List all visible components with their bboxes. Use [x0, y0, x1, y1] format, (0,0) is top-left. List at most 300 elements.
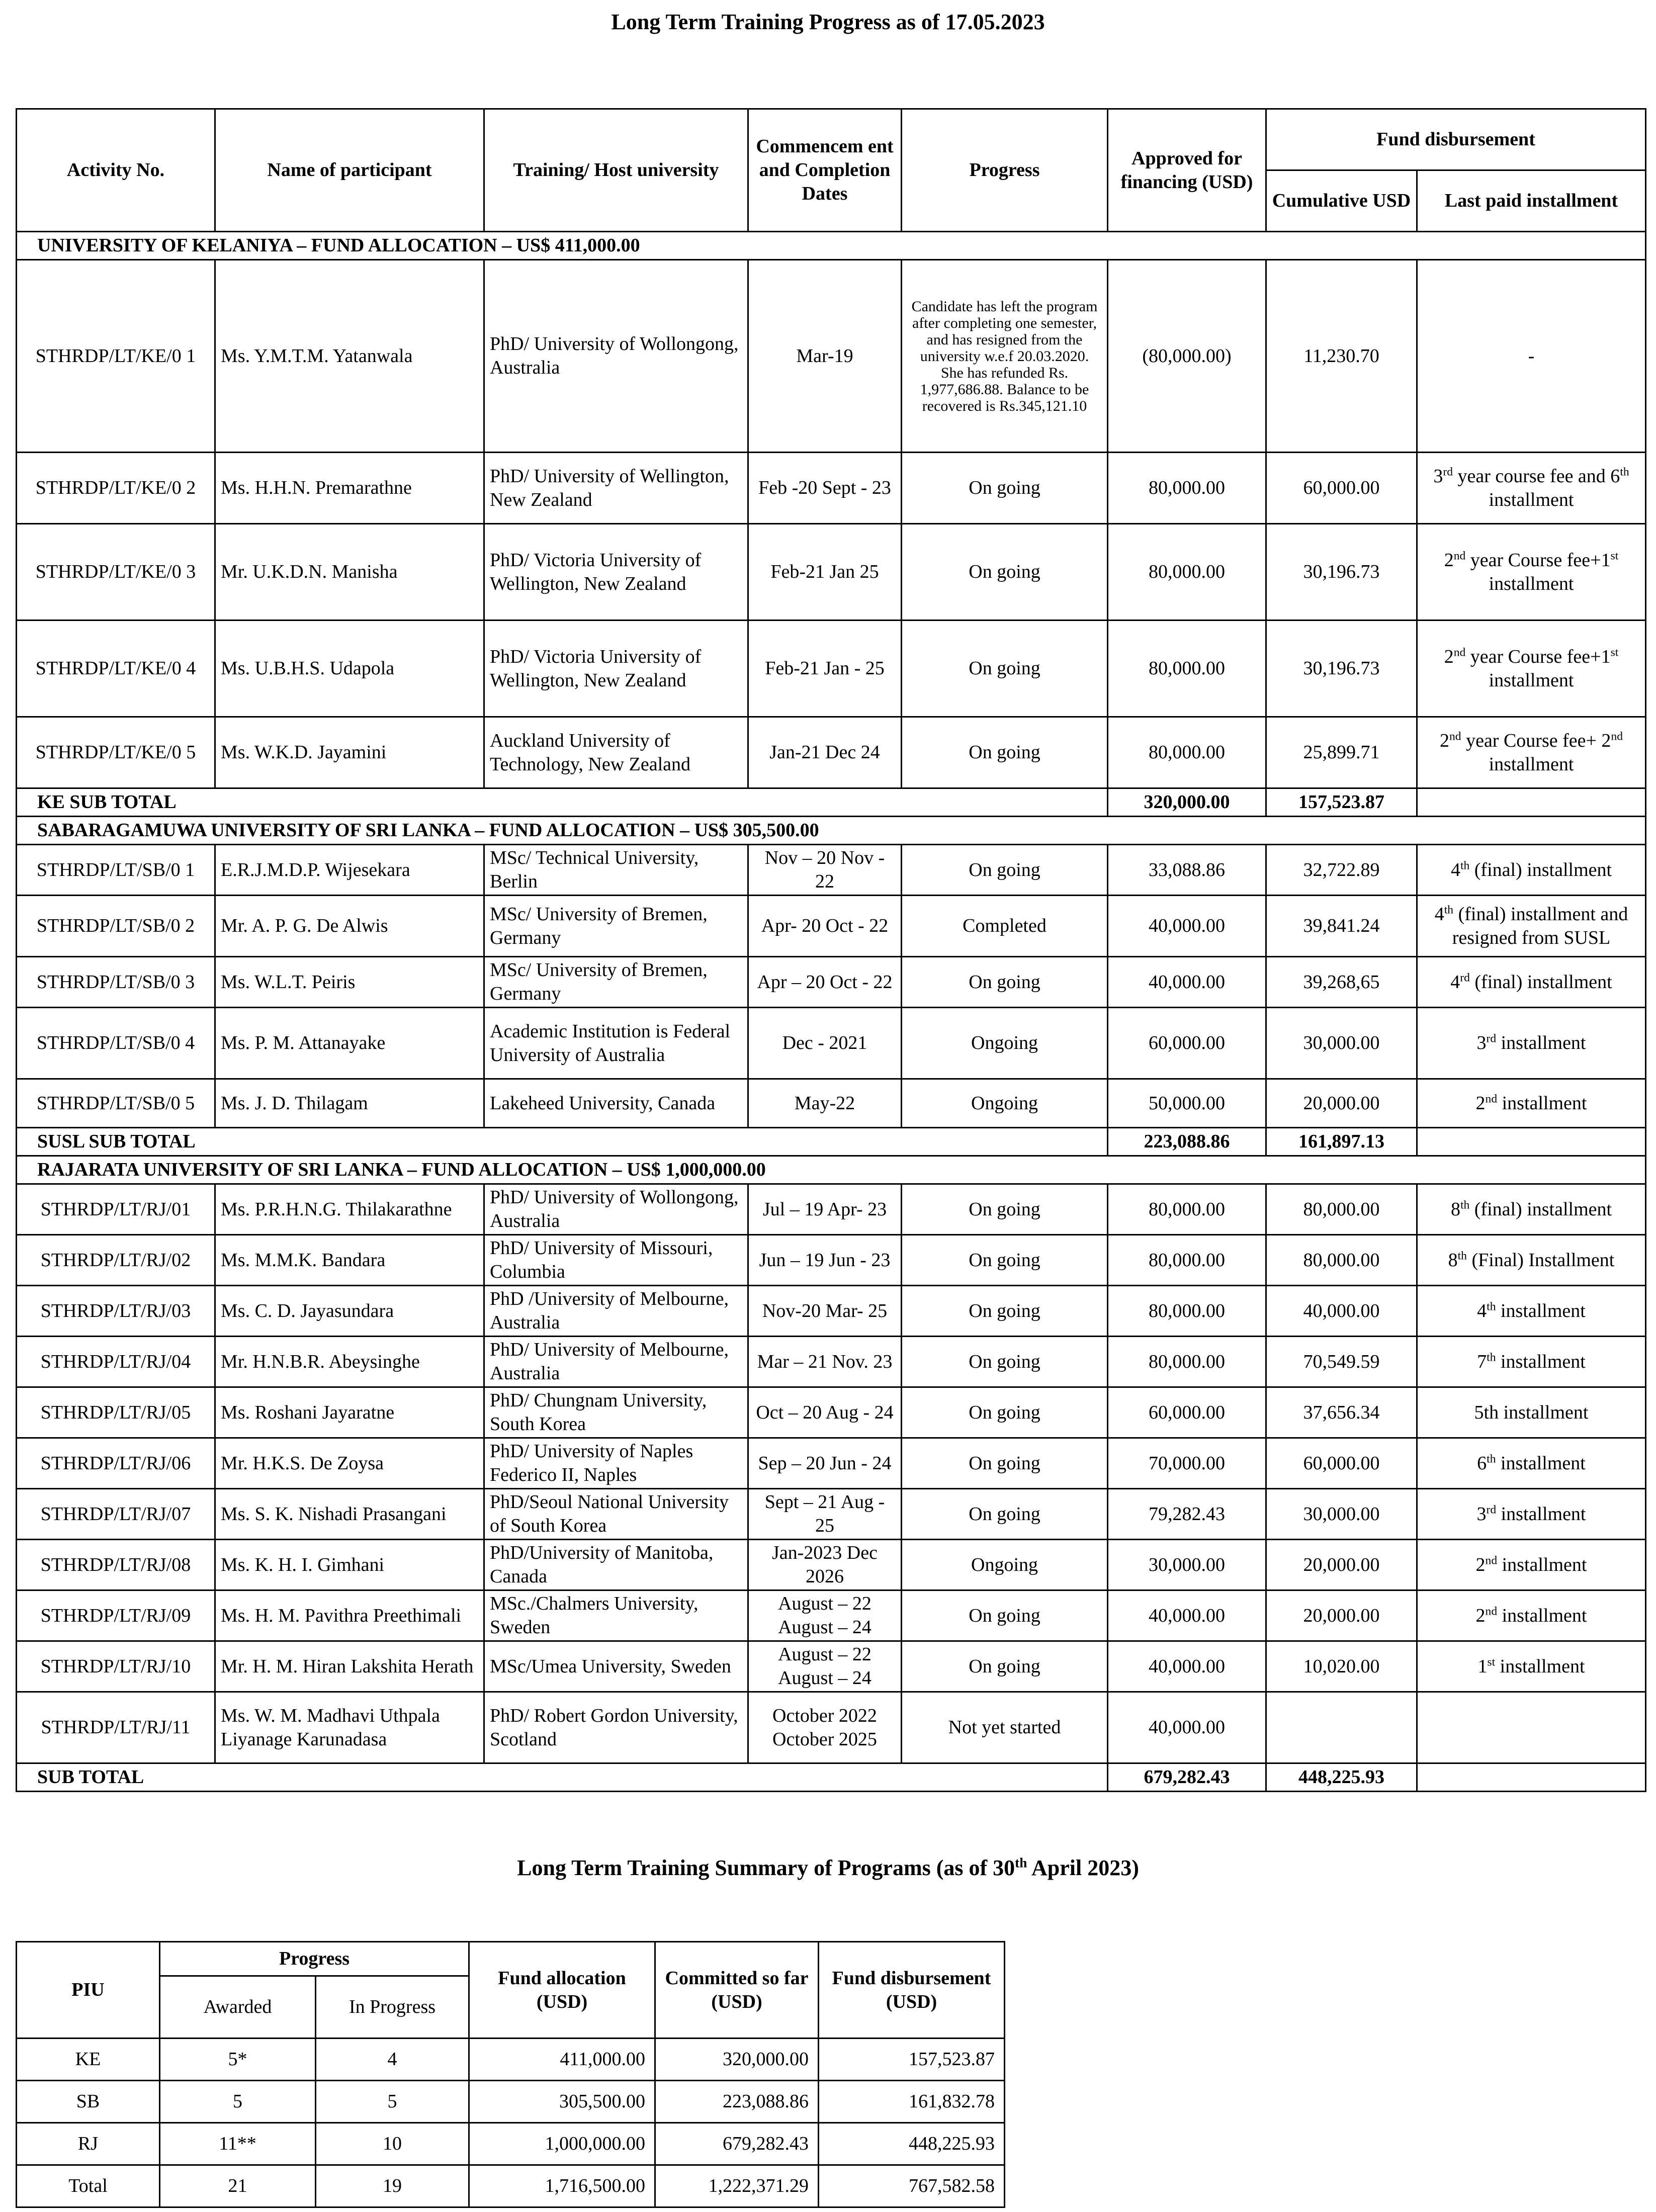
ordinal-suffix: st: [1610, 645, 1619, 659]
participant-cell: Mr. U.K.D.N. Manisha: [215, 524, 484, 621]
awarded-cell: 11**: [160, 2123, 316, 2165]
last-paid-text: 1: [1477, 1655, 1488, 1677]
in-progress-cell: 4: [316, 2039, 469, 2081]
progress-cell: On going: [902, 1184, 1108, 1235]
cumulative-cell: 20,000.00: [1266, 1079, 1417, 1128]
table-row: [17, 453, 1646, 524]
last-paid-text: 6: [1477, 1452, 1487, 1474]
cumulative-cell: 39,841.24: [1266, 896, 1417, 957]
last-paid-cell: [1417, 524, 1646, 621]
university-cell: PhD/ University of Missouri, Columbia: [484, 1235, 748, 1286]
last-paid-cell: [1417, 1438, 1646, 1489]
committed-cell: 223,088.86: [655, 2081, 819, 2123]
last-paid-text: 7: [1477, 1351, 1487, 1372]
table-row: [17, 260, 1646, 453]
university-cell: MSc./Chalmers University, Sweden: [484, 1590, 748, 1641]
table-row: [17, 1184, 1646, 1235]
ordinal-suffix: th: [1460, 858, 1470, 872]
activity-no-cell: STHRDP/LT/RJ/09: [17, 1590, 215, 1641]
committed-cell: 1,222,371.29: [655, 2165, 819, 2207]
dates-cell: Feb -20 Sept - 23: [748, 453, 902, 524]
last-paid-text: 4: [1477, 1300, 1487, 1321]
col-university: Training/ Host university: [484, 109, 748, 232]
ordinal-suffix: nd: [1485, 1604, 1498, 1618]
dates-cell: Feb-21 Jan 25: [748, 524, 902, 621]
activity-no-cell: STHRDP/LT/RJ/03: [17, 1286, 215, 1337]
activity-no-cell: STHRDP/LT/RJ/08: [17, 1540, 215, 1590]
participant-cell: Ms. M.M.K. Bandara: [215, 1235, 484, 1286]
last-paid-text: 2: [1475, 1554, 1486, 1575]
summary-row: [17, 2039, 1005, 2081]
allocation-cell: 305,500.00: [469, 2081, 655, 2123]
last-paid-cell: [1417, 1008, 1646, 1079]
activity-no-cell: STHRDP/LT/RJ/07: [17, 1489, 215, 1540]
summary-col-progress: Progress: [160, 1942, 469, 1976]
activity-no-cell: STHRDP/LT/RJ/01: [17, 1184, 215, 1235]
subtotal-empty: [1417, 1763, 1646, 1792]
cumulative-cell: 39,268,65: [1266, 957, 1417, 1008]
last-paid-text: installment: [1489, 669, 1574, 691]
col-activity-no: Activity No.: [17, 109, 215, 232]
cumulative-cell: 10,020.00: [1266, 1641, 1417, 1692]
activity-no-cell: STHRDP/LT/KE/0 2: [17, 453, 215, 524]
subtotal-label: SUB TOTAL: [17, 1763, 1108, 1792]
summary-col-awarded: Awarded: [160, 1976, 316, 2039]
last-paid-text: installment: [1496, 1032, 1586, 1053]
dates-cell: Sept – 21 Aug - 25: [748, 1489, 902, 1540]
piu-cell: Total: [17, 2165, 160, 2207]
allocation-cell: 1,000,000.00: [469, 2123, 655, 2165]
participant-cell: E.R.J.M.D.P. Wijesekara: [215, 845, 484, 896]
piu-cell: RJ: [17, 2123, 160, 2165]
subtotal-empty: [1417, 788, 1646, 817]
last-paid-text: year course fee and 6: [1452, 465, 1620, 487]
table-row: [17, 1286, 1646, 1337]
last-paid-cell: 5th installment: [1417, 1387, 1646, 1438]
approved-cell: (80,000.00): [1108, 260, 1266, 453]
dates-cell: Dec - 2021: [748, 1008, 902, 1079]
cumulative-cell: 80,000.00: [1266, 1184, 1417, 1235]
activity-no-cell: STHRDP/LT/RJ/04: [17, 1337, 215, 1387]
summary-col-allocation: Fund allocation (USD): [469, 1942, 655, 2039]
participant-cell: Ms. Y.M.T.M. Yatanwala: [215, 260, 484, 453]
approved-cell: 80,000.00: [1108, 453, 1266, 524]
section-title: RAJARATA UNIVERSITY OF SRI LANKA – FUND ALLOCATION – US$ 1,000,000.00: [17, 1156, 1646, 1184]
table-row: [17, 1692, 1646, 1763]
ordinal-suffix: nd: [1485, 1553, 1498, 1567]
activity-no-cell: STHRDP/LT/KE/0 3: [17, 524, 215, 621]
col-approved: Approved for financing (USD): [1108, 109, 1266, 232]
last-paid-text: year Course fee+1: [1465, 646, 1611, 667]
section-header-row: [17, 817, 1646, 845]
ordinal-suffix: nd: [1449, 729, 1461, 743]
progress-cell: On going: [902, 1286, 1108, 1337]
progress-cell: On going: [902, 1438, 1108, 1489]
last-paid-text: 4: [1450, 971, 1460, 993]
progress-cell: On going: [902, 845, 1108, 896]
dates-cell: Mar-19: [748, 260, 902, 453]
last-paid-text: 3: [1433, 465, 1443, 487]
piu-cell: KE: [17, 2039, 160, 2081]
dates-cell: Apr- 20 Oct - 22: [748, 896, 902, 957]
ordinal-suffix: nd: [1485, 1092, 1498, 1105]
in-progress-cell: 10: [316, 2123, 469, 2165]
last-paid-text: installment: [1489, 573, 1574, 594]
dates-cell: Jul – 19 Apr- 23: [748, 1184, 902, 1235]
table-row: [17, 1079, 1646, 1128]
participant-cell: Mr. A. P. G. De Alwis: [215, 896, 484, 957]
cumulative-cell: 20,000.00: [1266, 1540, 1417, 1590]
cumulative-cell: 25,899.71: [1266, 717, 1417, 788]
activity-no-cell: STHRDP/LT/KE/0 5: [17, 717, 215, 788]
in-progress-cell: 5: [316, 2081, 469, 2123]
dates-cell: Mar – 21 Nov. 23: [748, 1337, 902, 1387]
last-paid-text: 4: [1434, 903, 1444, 925]
last-paid-text: (final) installment: [1469, 971, 1612, 993]
participant-cell: Ms. C. D. Jayasundara: [215, 1286, 484, 1337]
university-cell: MSc/Umea University, Sweden: [484, 1641, 748, 1692]
activity-no-cell: STHRDP/LT/KE/0 4: [17, 621, 215, 717]
progress-cell: On going: [902, 524, 1108, 621]
approved-cell: 40,000.00: [1108, 957, 1266, 1008]
table-row: [17, 1489, 1646, 1540]
table-row: [17, 1387, 1646, 1438]
cumulative-cell: 30,000.00: [1266, 1008, 1417, 1079]
progress-cell: Ongoing: [902, 1008, 1108, 1079]
last-paid-text: 3: [1476, 1503, 1487, 1525]
dates-cell: Jan-2023 Dec 2026: [748, 1540, 902, 1590]
table-row: [17, 1540, 1646, 1590]
university-cell: MSc/ University of Bremen, Germany: [484, 957, 748, 1008]
ordinal-suffix: th: [1487, 1350, 1496, 1364]
last-paid-text: 2: [1444, 549, 1454, 571]
cumulative-cell: 32,722.89: [1266, 845, 1417, 896]
last-paid-cell: [1417, 1489, 1646, 1540]
activity-no-cell: STHRDP/LT/SB/0 1: [17, 845, 215, 896]
summary-title: Long Term Training Summary of Programs (as of 30th April 2023): [517, 1855, 1139, 1880]
last-paid-text: installment: [1489, 489, 1574, 510]
activity-no-cell: STHRDP/LT/RJ/10: [17, 1641, 215, 1692]
approved-cell: 80,000.00: [1108, 1235, 1266, 1286]
last-paid-text: 8: [1450, 1198, 1460, 1220]
ordinal-suffix: rd: [1486, 1032, 1497, 1045]
approved-cell: 60,000.00: [1108, 1008, 1266, 1079]
last-paid-text: (final) installment: [1469, 859, 1612, 880]
last-paid-text: installment: [1497, 1092, 1587, 1114]
university-cell: PhD/ University of Naples Federico II, Naples: [484, 1438, 748, 1489]
approved-cell: 80,000.00: [1108, 717, 1266, 788]
ordinal-suffix: rd: [1486, 1502, 1497, 1516]
activity-no-cell: STHRDP/LT/RJ/05: [17, 1387, 215, 1438]
university-cell: PhD/ University of Wollongong, Australia: [484, 1184, 748, 1235]
dates-cell: Feb-21 Jan - 25: [748, 621, 902, 717]
ordinal-suffix: nd: [1453, 645, 1466, 659]
last-paid-text: 2: [1440, 730, 1450, 751]
participant-cell: Ms. P.R.H.N.G. Thilakarathne: [215, 1184, 484, 1235]
approved-cell: 79,282.43: [1108, 1489, 1266, 1540]
last-paid-text: (Final) Installment: [1466, 1249, 1615, 1271]
awarded-cell: 5: [160, 2081, 316, 2123]
approved-cell: 80,000.00: [1108, 621, 1266, 717]
dates-cell: August – 22 August – 24: [748, 1590, 902, 1641]
approved-cell: 40,000.00: [1108, 896, 1266, 957]
cumulative-cell: 37,656.34: [1266, 1387, 1417, 1438]
ordinal-suffix: nd: [1453, 549, 1466, 562]
last-paid-cell: [1417, 1235, 1646, 1286]
last-paid-cell: -: [1417, 260, 1646, 453]
subtotal-label: KE SUB TOTAL: [17, 788, 1108, 817]
participant-cell: Ms. H.H.N. Premarathne: [215, 453, 484, 524]
dates-cell: Apr – 20 Oct - 22: [748, 957, 902, 1008]
progress-cell: On going: [902, 717, 1108, 788]
activity-no-cell: STHRDP/LT/RJ/11: [17, 1692, 215, 1763]
cumulative-cell: 11,230.70: [1266, 260, 1417, 453]
summary-col-piu: PIU: [17, 1942, 160, 2039]
last-paid-text: installment: [1497, 1605, 1587, 1626]
committed-cell: 679,282.43: [655, 2123, 819, 2165]
subtotal-row: [17, 1763, 1646, 1792]
approved-cell: 33,088.86: [1108, 845, 1266, 896]
table-row: [17, 1641, 1646, 1692]
progress-cell: On going: [902, 1590, 1108, 1641]
ordinal-suffix: th: [1457, 1249, 1467, 1262]
participant-cell: Ms. P. M. Attanayake: [215, 1008, 484, 1079]
progress-cell: On going: [902, 1641, 1108, 1692]
last-paid-text: 4: [1450, 859, 1460, 880]
approved-cell: 80,000.00: [1108, 1337, 1266, 1387]
subtotal-approved: 320,000.00: [1108, 788, 1266, 817]
dates-cell: Nov – 20 Nov - 22: [748, 845, 902, 896]
dates-cell: Jun – 19 Jun - 23: [748, 1235, 902, 1286]
approved-cell: 40,000.00: [1108, 1692, 1266, 1763]
last-paid-cell: [1417, 1590, 1646, 1641]
university-cell: PhD/ Chungnam University, South Korea: [484, 1387, 748, 1438]
progress-cell: On going: [902, 1387, 1108, 1438]
participant-cell: Mr. H. M. Hiran Lakshita Herath: [215, 1641, 484, 1692]
university-cell: Academic Institution is Federal University of Australia: [484, 1008, 748, 1079]
col-last-paid: Last paid installment: [1417, 170, 1646, 232]
participant-cell: Mr. H.N.B.R. Abeysinghe: [215, 1337, 484, 1387]
summary-table: [16, 1941, 1005, 2208]
allocation-cell: 411,000.00: [469, 2039, 655, 2081]
approved-cell: 40,000.00: [1108, 1590, 1266, 1641]
university-cell: Lakeheed University, Canada: [484, 1079, 748, 1128]
disbursement-cell: 448,225.93: [819, 2123, 1005, 2165]
disbursement-cell: 157,523.87: [819, 2039, 1005, 2081]
participant-cell: Mr. H.K.S. De Zoysa: [215, 1438, 484, 1489]
dates-cell: Sep – 20 Jun - 24: [748, 1438, 902, 1489]
awarded-cell: 5*: [160, 2039, 316, 2081]
last-paid-text: (final) installment: [1469, 1198, 1612, 1220]
cumulative-cell: 80,000.00: [1266, 1235, 1417, 1286]
participant-cell: Ms. H. M. Pavithra Preethimali: [215, 1590, 484, 1641]
progress-cell: On going: [902, 1489, 1108, 1540]
table-row: [17, 717, 1646, 788]
subtotal-approved: 223,088.86: [1108, 1128, 1266, 1156]
subtotal-row: [17, 1128, 1646, 1156]
last-paid-text: 2: [1475, 1605, 1486, 1626]
page-title: Long Term Training Progress as of 17.05.2023: [611, 10, 1045, 34]
last-paid-text: installment: [1496, 1452, 1586, 1474]
last-paid-text: installment: [1496, 1503, 1586, 1525]
section-title: UNIVERSITY OF KELANIYA – FUND ALLOCATION – US$ 411,000.00: [17, 232, 1646, 260]
last-paid-cell: [1417, 1079, 1646, 1128]
table-row: [17, 1590, 1646, 1641]
dates-cell: October 2022 October 2025: [748, 1692, 902, 1763]
ordinal-suffix: th: [1460, 1198, 1470, 1211]
participant-cell: Ms. W.K.D. Jayamini: [215, 717, 484, 788]
subtotal-cumulative: 157,523.87: [1266, 788, 1417, 817]
last-paid-cell: [1417, 453, 1646, 524]
last-paid-text: year Course fee+1: [1465, 549, 1611, 571]
summary-row: [17, 2165, 1005, 2207]
disbursement-cell: 767,582.58: [819, 2165, 1005, 2207]
summary-col-committed: Committed so far (USD): [655, 1942, 819, 2039]
dates-cell: Jan-21 Dec 24: [748, 717, 902, 788]
university-cell: Auckland University of Technology, New Zealand: [484, 717, 748, 788]
table-row: [17, 845, 1646, 896]
university-cell: MSc/ Technical University, Berlin: [484, 845, 748, 896]
summary-col-in-progress: In Progress: [316, 1976, 469, 2039]
approved-cell: 80,000.00: [1108, 524, 1266, 621]
last-paid-text: installment: [1497, 1554, 1587, 1575]
last-paid-text: 8: [1448, 1249, 1458, 1271]
cumulative-cell: 30,000.00: [1266, 1489, 1417, 1540]
subtotal-cumulative: 161,897.13: [1266, 1128, 1417, 1156]
last-paid-text: installment: [1496, 1351, 1586, 1372]
participant-cell: Ms. Roshani Jayaratne: [215, 1387, 484, 1438]
last-paid-cell: [1417, 1641, 1646, 1692]
table-row: [17, 1235, 1646, 1286]
last-paid-cell: [1417, 1337, 1646, 1387]
ordinal-suffix: rd: [1460, 970, 1470, 984]
summary-row: [17, 2123, 1005, 2165]
section-header-row: [17, 232, 1646, 260]
subtotal-row: [17, 788, 1646, 817]
progress-cell: Completed: [902, 896, 1108, 957]
participant-cell: Ms. K. H. I. Gimhani: [215, 1540, 484, 1590]
cumulative-cell: 60,000.00: [1266, 453, 1417, 524]
last-paid-cell: [1417, 1692, 1646, 1763]
activity-no-cell: STHRDP/LT/SB/0 4: [17, 1008, 215, 1079]
approved-cell: 30,000.00: [1108, 1540, 1266, 1590]
summary-col-disbursement: Fund disbursement (USD): [819, 1942, 1005, 2039]
piu-cell: SB: [17, 2081, 160, 2123]
progress-cell: Ongoing: [902, 1540, 1108, 1590]
col-dates: Commencem ent and Completion Dates: [748, 109, 902, 232]
dates-cell: Oct – 20 Aug - 24: [748, 1387, 902, 1438]
subtotal-cumulative: 448,225.93: [1266, 1763, 1417, 1792]
university-cell: PhD /University of Melbourne, Australia: [484, 1286, 748, 1337]
last-paid-cell: [1417, 717, 1646, 788]
university-cell: PhD/ University of Wollongong, Australia: [484, 260, 748, 453]
approved-cell: 70,000.00: [1108, 1438, 1266, 1489]
cumulative-cell: 20,000.00: [1266, 1590, 1417, 1641]
last-paid-text: year Course fee+ 2: [1461, 730, 1611, 751]
progress-cell: Not yet started: [902, 1692, 1108, 1763]
participant-cell: Ms. W.L.T. Peiris: [215, 957, 484, 1008]
in-progress-cell: 19: [316, 2165, 469, 2207]
last-paid-text: (final) installment and resigned from SUSL: [1452, 903, 1628, 948]
last-paid-cell: [1417, 1184, 1646, 1235]
progress-cell: Candidate has left the program after completing one semester, and has resigned from the university w.e.f 20.03.2020. She has refunded Rs. 1,977,686.88. Balance to be recovered is Rs.345,121.10: [902, 260, 1108, 453]
last-paid-text: installment: [1489, 753, 1574, 775]
section-title: SABARAGAMUWA UNIVERSITY OF SRI LANKA – FUND ALLOCATION – US$ 305,500.00: [17, 817, 1646, 845]
awarded-cell: 21: [160, 2165, 316, 2207]
university-cell: PhD/ Victoria University of Wellington, New Zealand: [484, 524, 748, 621]
progress-cell: On going: [902, 1337, 1108, 1387]
last-paid-cell: [1417, 1286, 1646, 1337]
university-cell: PhD/ Robert Gordon University, Scotland: [484, 1692, 748, 1763]
summary-row: [17, 2081, 1005, 2123]
last-paid-text: installment: [1495, 1655, 1585, 1677]
university-cell: MSc/ University of Bremen, Germany: [484, 896, 748, 957]
disbursement-cell: 161,832.78: [819, 2081, 1005, 2123]
approved-cell: 80,000.00: [1108, 1286, 1266, 1337]
approved-cell: 60,000.00: [1108, 1387, 1266, 1438]
table-row: [17, 524, 1646, 621]
last-paid-text: installment: [1496, 1300, 1586, 1321]
table-row: [17, 957, 1646, 1008]
university-cell: PhD/ University of Melbourne, Australia: [484, 1337, 748, 1387]
subtotal-approved: 679,282.43: [1108, 1763, 1266, 1792]
activity-no-cell: STHRDP/LT/KE/0 1: [17, 260, 215, 453]
ordinal-suffix: st: [1610, 549, 1619, 562]
university-cell: PhD/ University of Wellington, New Zealand: [484, 453, 748, 524]
approved-cell: 40,000.00: [1108, 1641, 1266, 1692]
cumulative-cell: [1266, 1692, 1417, 1763]
cumulative-cell: 70,549.59: [1266, 1337, 1417, 1387]
table-row: [17, 1438, 1646, 1489]
ordinal-suffix: rd: [1443, 465, 1453, 478]
col-fund-disbursement: Fund disbursement: [1266, 109, 1646, 170]
progress-cell: On going: [902, 1235, 1108, 1286]
last-paid-cell: [1417, 1540, 1646, 1590]
ordinal-suffix: th: [1487, 1452, 1496, 1465]
section-header-row: [17, 1156, 1646, 1184]
ordinal-suffix: th: [1444, 903, 1454, 916]
participant-cell: Ms. W. M. Madhavi Uthpala Liyanage Karunadasa: [215, 1692, 484, 1763]
table-row: [17, 896, 1646, 957]
last-paid-text: 3: [1476, 1032, 1487, 1053]
last-paid-cell: [1417, 957, 1646, 1008]
progress-cell: On going: [902, 621, 1108, 717]
approved-cell: 50,000.00: [1108, 1079, 1266, 1128]
col-progress: Progress: [902, 109, 1108, 232]
last-paid-cell: [1417, 896, 1646, 957]
approved-cell: 80,000.00: [1108, 1184, 1266, 1235]
ordinal-suffix: th: [1620, 465, 1629, 478]
ordinal-suffix: th: [1487, 1299, 1496, 1313]
cumulative-cell: 30,196.73: [1266, 524, 1417, 621]
cumulative-cell: 40,000.00: [1266, 1286, 1417, 1337]
table-row: [17, 621, 1646, 717]
dates-cell: May-22: [748, 1079, 902, 1128]
university-cell: PhD/Seoul National University of South Korea: [484, 1489, 748, 1540]
university-cell: PhD/University of Manitoba, Canada: [484, 1540, 748, 1590]
training-progress-table: [16, 108, 1646, 1792]
last-paid-text: 2: [1475, 1092, 1486, 1114]
ordinal-suffix: st: [1487, 1655, 1496, 1668]
col-cumulative: Cumulative USD: [1266, 170, 1417, 232]
last-paid-cell: [1417, 845, 1646, 896]
participant-cell: Ms. J. D. Thilagam: [215, 1079, 484, 1128]
activity-no-cell: STHRDP/LT/RJ/06: [17, 1438, 215, 1489]
cumulative-cell: 60,000.00: [1266, 1438, 1417, 1489]
dates-cell: August – 22 August – 24: [748, 1641, 902, 1692]
progress-cell: On going: [902, 957, 1108, 1008]
table-row: [17, 1337, 1646, 1387]
